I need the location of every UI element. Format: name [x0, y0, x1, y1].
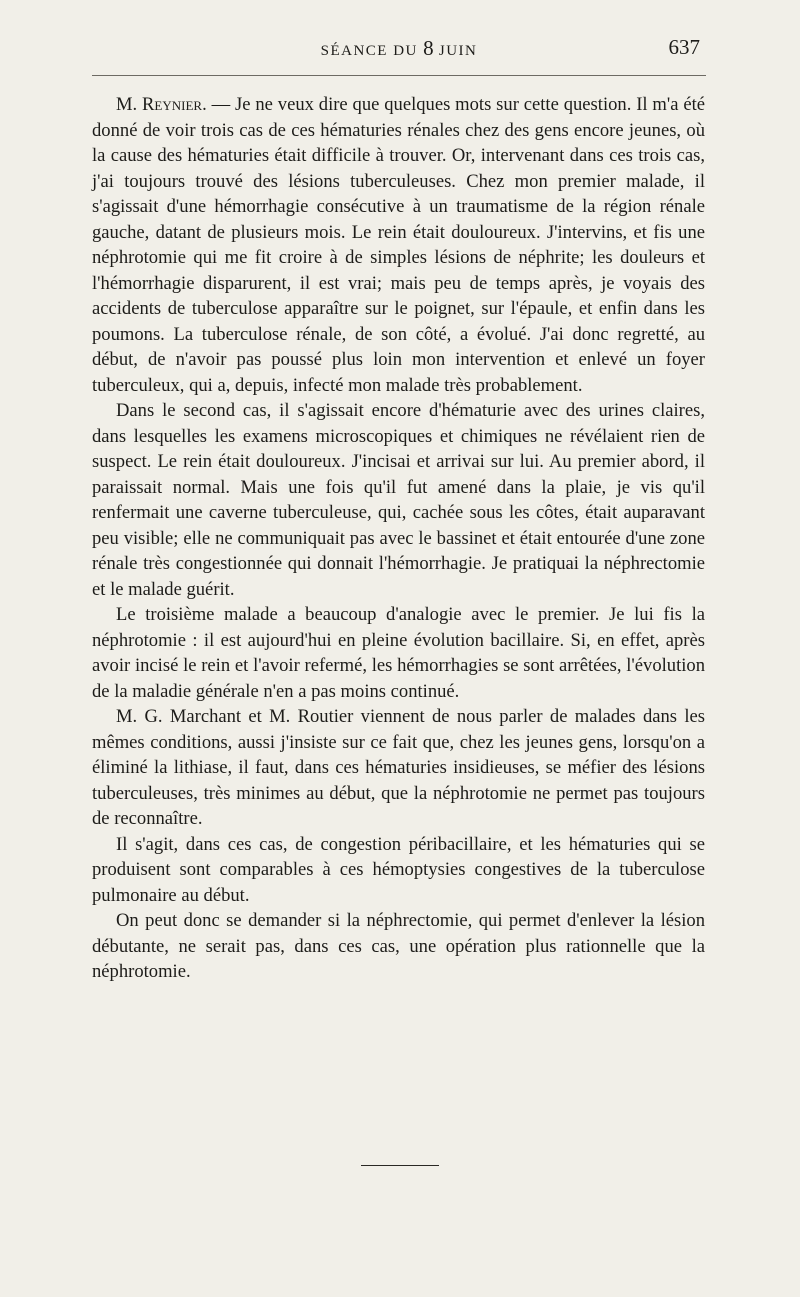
- paragraph-discussion: M. G. Marchant et M. Routier viennent de nous parler de malades dans les mêmes conditions, aussi j'insiste sur ce fait que, chez les jeunes gens, lorsqu'on a éliminé la lithiase, il faut, dans ces hématuries insidieuses, se méfier des lésions tuberculeuses, très minimes au début, que la néphrotomie ne permet pas toujours de reconnaître.: [92, 706, 705, 829]
- page-header: [92, 36, 706, 66]
- running-head-right: JUIN: [433, 43, 478, 59]
- paragraph-reynier: [92, 92, 705, 398]
- speaker-name: M. Reynier.: [116, 94, 207, 115]
- paragraph-third-case: Le troisième malade a beaucoup d'analogie avec le premier. Je lui fis la néphrotomie : il est aujourd'hui en pleine évolution bacillaire. Si, en effet, après avoir incisé le rein et l'avoir refermé, les hémorrhagies se sont arrêtées, l'évolution de la maladie générale n'en a pas moins continué.: [92, 604, 705, 702]
- running-head-left: SÉANCE DU: [320, 43, 424, 59]
- header-rule: [92, 75, 706, 76]
- paragraph-text: — Je ne veux dire que quelques mots sur cette question. Il m'a été donné de voir trois cas de ces hématuries rénales chez des gens encore jeunes, où la cause des hématuries était difficile à trouver. Or, intervenant dans ces trois cas, j'ai toujours trouvé des lésions tuberculeuses. Chez mon premier malade, il s'agissait d'une hémorrhagie consécutive à un traumatisme de la région rénale gauche, datant de plusieurs mois. Le rein était douloureux. J'intervins, et fis une néphrotomie qui me fit croire à de simples lésions de néphrite; les douleurs et l'hémorrhagie disparurent, il est vrai; mais peu de temps après, je voyais des accidents de tuberculose apparaître sur le poignet, sur l'épaule, et enfin dans les poumons. La tuberculose rénale, de son côté, a évolué. J'ai donc regretté, au début, de n'avoir pas poussé plus loin mon intervention et enlevé un foyer tuberculeux, qui a, depuis, infecté mon malade très probablement.: [92, 94, 705, 396]
- running-head-day: 8: [423, 36, 434, 60]
- page-number: 637: [668, 35, 700, 59]
- paragraph-conclusion: On peut donc se demander si la néphrectomie, qui permet d'enlever la lésion débutante, ne serait pas, dans ces cas, une opération plus rationnelle que la néphrotomie.: [92, 910, 705, 982]
- paragraph-second-case: Dans le second cas, il s'agissait encore d'hématurie avec des urines claires, dans lesquelles les examens microscopiques et chimiques ne révélaient rien de suspect. Le rein était douloureux. J'incisai et arrivai sur lui. Au premier abord, il paraissait normal. Mais une fois qu'il fut amené dans la plaie, je vis qu'il renfermait une caverne tuberculeuse, qui, cachée sous les côtes, était auparavant peu visible; elle ne communiquait pas avec le bassinet et était entourée d'une zone rénale très congestionnée qui donnait l'hémorrhagie. Je pratiquai la néphrectomie et le malade guérit.: [92, 400, 705, 600]
- body-text: [92, 92, 705, 985]
- paragraph-congestion: Il s'agit, dans ces cas, de congestion péribacillaire, et les hématuries qui se produisent sont comparables à ces hémoptysies congestives de la tuberculose pulmonaire au début.: [92, 833, 705, 906]
- end-rule: [361, 1165, 439, 1166]
- running-head: [92, 36, 706, 61]
